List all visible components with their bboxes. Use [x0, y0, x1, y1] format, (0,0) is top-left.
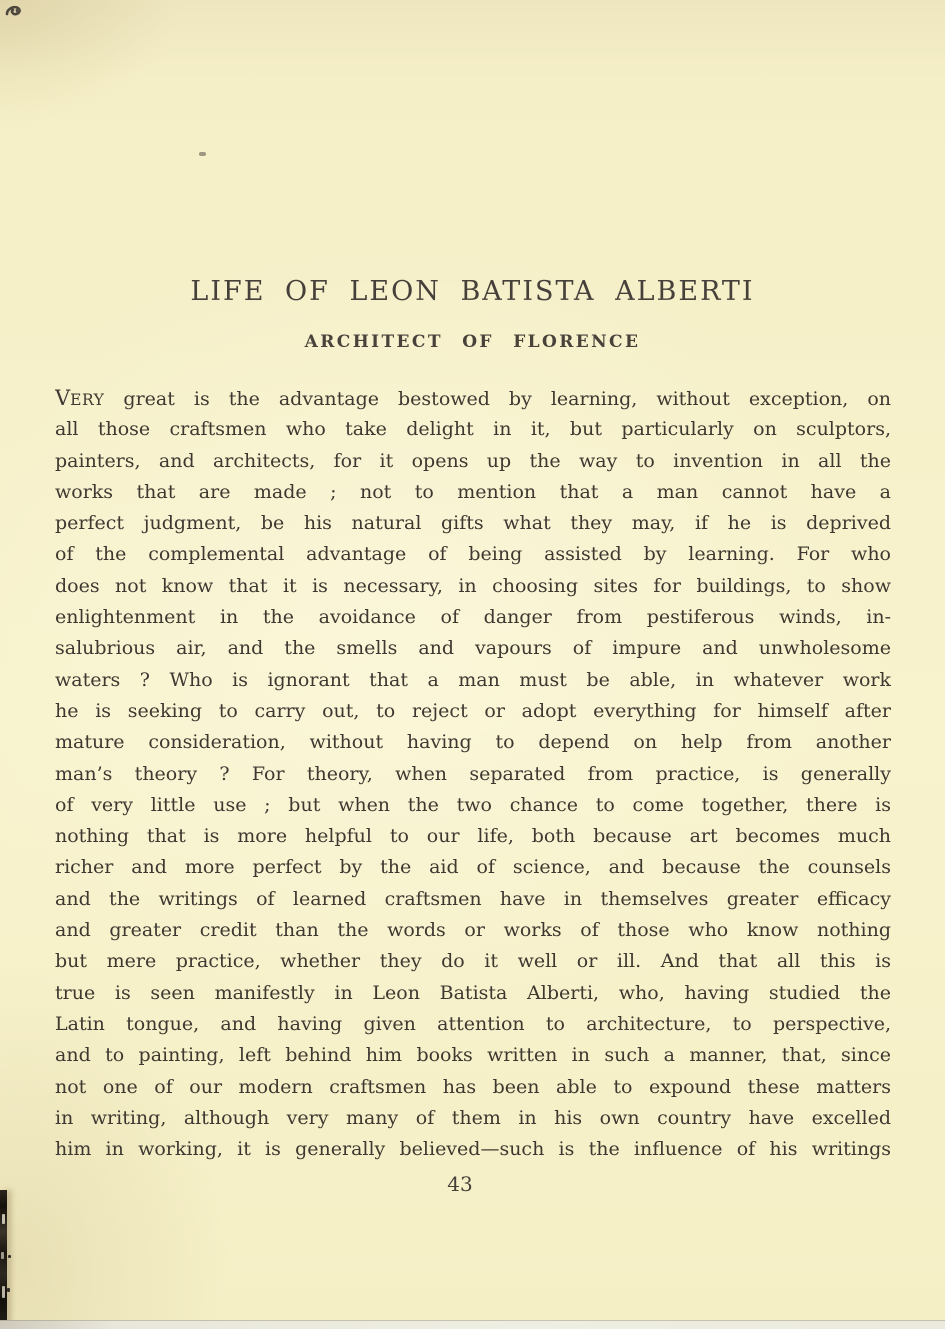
chapter-subtitle: ARCHITECT OF FLORENCE — [304, 332, 641, 352]
text-line: of very little use ; but when the two chance to come together, there is — [55, 793, 891, 816]
lead-initial: V — [55, 386, 71, 410]
text-line: nothing that is more helpful to our life, both because art becomes much — [55, 825, 891, 848]
text-line: of the complemental advantage of being assisted by learning. For who — [55, 543, 891, 566]
text-line: VERY great is the advantage bestowed by learning, without exception, on — [55, 386, 891, 410]
edge-speck — [8, 1255, 11, 1258]
text-line: salubrious air, and the smells and vapours of impure and unwholesome — [55, 637, 891, 660]
text-line: and greater credit than the words or works of those who know nothing — [55, 919, 891, 942]
text-line: painters, and architects, for it opens up the way to invention in all the — [55, 449, 891, 472]
ink-blot-icon — [3, 3, 29, 27]
text-line: him in working, it is generally believed—such is the influence of his writings — [55, 1138, 891, 1161]
text-line: works that are made ; not to mention that a man cannot have a — [55, 480, 891, 503]
chapter-title: LIFE OF LEON BATISTA ALBERTI — [190, 276, 755, 307]
text-line: Latin tongue, and having given attention to architecture, to perspective, — [55, 1012, 891, 1035]
page-number: 43 — [447, 1172, 473, 1196]
text-line: richer and more perfect by the aid of science, and because the counsels — [55, 856, 891, 879]
text-line: mature consideration, without having to depend on help from another — [55, 731, 891, 754]
binding-shadow-strip — [0, 1190, 7, 1329]
binding-fleck — [1, 1252, 4, 1259]
lead-smallcaps: ERY — [70, 391, 105, 409]
text-line: he is seeking to carry out, to reject or adopt everything for himself after — [55, 699, 891, 722]
scan-bottom-edge — [0, 1320, 945, 1329]
text-line: waters ? Who is ignorant that a man must be able, in whatever work — [55, 668, 891, 691]
text-line: true is seen manifestly in Leon Batista Alberti, who, having studied the — [55, 981, 891, 1004]
binding-fleck — [2, 1214, 5, 1224]
text-line: and the writings of learned craftsmen have in themselves greater efficacy — [55, 887, 891, 910]
text-line: in writing, although very many of them in his own country have excelled — [55, 1106, 891, 1129]
text-line: but mere practice, whether they do it well or ill. And that all this is — [55, 950, 891, 973]
text-line: not one of our modern craftsmen has been able to expound these matters — [55, 1075, 891, 1098]
text-line: all those craftsmen who take delight in it, but particularly on sculptors, — [55, 418, 891, 441]
edge-speck — [7, 1288, 10, 1292]
paper-speck — [199, 152, 206, 156]
binding-fleck — [2, 1286, 5, 1298]
text-line: does not know that it is necessary, in choosing sites for buildings, to show — [55, 574, 891, 597]
text-line: man’s theory ? For theory, when separated from practice, is generally — [55, 762, 891, 785]
text-line: and to painting, left behind him books written in such a manner, that, since — [55, 1044, 891, 1067]
text-line: enlightenment in the avoidance of danger from pestiferous winds, in- — [55, 606, 891, 629]
body-text — [55, 383, 891, 1165]
text-line: perfect judgment, be his natural gifts what they may, if he is deprived — [55, 512, 891, 535]
